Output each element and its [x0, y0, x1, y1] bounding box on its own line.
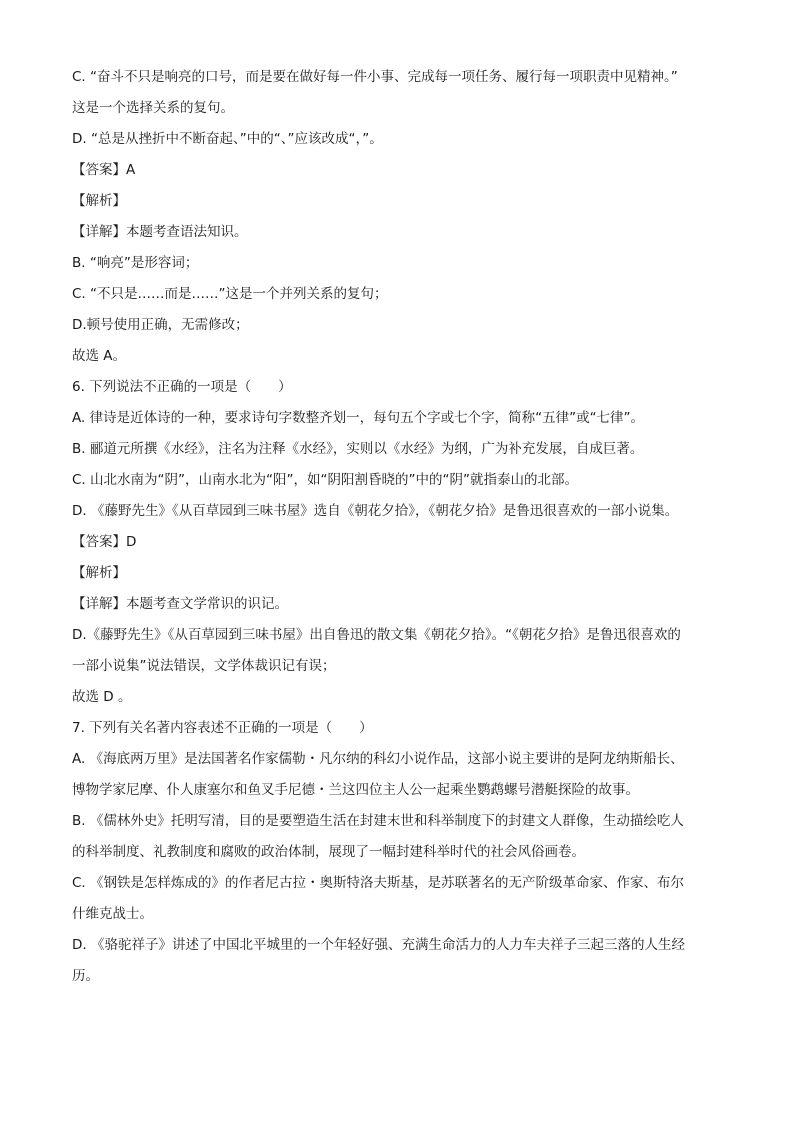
detail-b: B. “响亮”是形容词； — [72, 255, 199, 271]
detail-label: 【详解】本题考查语法知识。 — [72, 224, 248, 240]
q6-detail-d: D.《藤野先生》《从百草园到三味书屋》出自鲁迅的散文集《朝花夕拾》。“《朝花夕拾》是鲁迅很喜欢的 — [72, 627, 681, 643]
q7-option-d: D. 《骆驼祥子》讲述了中国北平城里的一个年轻好强、充满生命活力的人力车夫祥子三起三落的人生经 — [72, 937, 685, 953]
document-page — [72, 62, 732, 992]
q7-option-b: B. 《儒林外史》托明写清，目的是要塑造生活在封建末世和科举制度下的封建文人群像，生动描绘吃人 — [72, 813, 684, 829]
q7-option-a-cont: 博物学家尼摩、仆人康塞尔和鱼叉手尼德・兰这四位主人公一起乘坐鹦鹉螺号潜艇探险的故事。 — [72, 782, 639, 798]
answer-label: 【答案】A — [72, 162, 136, 178]
q6-option-b: B. 郦道元所撰《水经》，注名为注释《水经》，实则以《水经》为纲，广为补充发展，自成巨著。 — [72, 441, 644, 457]
text-line-c-option-cont: 这是一个选择关系的复句。 — [72, 100, 234, 116]
question-7: 7. 下列有关名著内容表述不正确的一项是（ ） — [72, 720, 373, 736]
q7-option-c: C. 《钢铁是怎样炼成的》的作者尼古拉・奥斯特洛夫斯基，是苏联著名的无产阶级革命家、作家、布尔 — [72, 875, 685, 891]
q7-option-d-cont: 历。 — [72, 968, 99, 984]
q7-option-a: A. 《海底两万里》是法国著名作家儒勒・凡尔纳的科幻小说作品，这部小说主要讲的是阿龙纳斯船长、 — [72, 751, 684, 767]
q6-detail-label: 【详解】本题考查文学常识的识记。 — [72, 596, 288, 612]
detail-d: D.顿号使用正确，无需修改； — [72, 317, 249, 333]
q6-option-a: A. 律诗是近体诗的一种，要求诗句字数整齐划一，每句五个字或七个字，简称“五律”或“七律”。 — [72, 410, 645, 426]
detail-c: C. “不只是……而是……”这是一个并列关系的复句； — [72, 286, 388, 302]
text-line-d-option: D. “总是从挫折中不断奋起、”中的“、”应该改成“，”。 — [72, 131, 383, 147]
question-6: 6. 下列说法不正确的一项是（ ） — [72, 379, 292, 395]
q7-option-b-cont: 的科举制度、礼教制度和腐败的政治体制，展现了一幅封建科举时代的社会风俗画卷。 — [72, 844, 585, 860]
q6-choice-conclusion: 故选 D 。 — [72, 689, 132, 705]
q6-option-d: D. 《藤野先生》《从百草园到三味书屋》选自《朝花夕拾》，《朝花夕拾》是鲁迅很喜欢的一部小说集。 — [72, 503, 679, 519]
q6-answer-label: 【答案】D — [72, 534, 137, 550]
analysis-label: 【解析】 — [72, 193, 126, 209]
choice-conclusion: 故选 A。 — [72, 348, 127, 364]
q6-detail-d-cont: 一部小说集”说法错误，文学体裁识记有误； — [72, 658, 336, 674]
q6-analysis-label: 【解析】 — [72, 565, 126, 581]
q6-option-c: C. 山北水南为“阴”，山南水北为“阳”，如“阴阳割昏晓的”中的“阴”就指泰山的北部。 — [72, 472, 578, 488]
text-line-c-option: C. “奋斗不只是响亮的口号，而是要在做好每一件小事、完成每一项任务、履行每一项职责中见精神。” — [72, 69, 678, 85]
q7-option-c-cont: 什维克战士。 — [72, 906, 153, 922]
